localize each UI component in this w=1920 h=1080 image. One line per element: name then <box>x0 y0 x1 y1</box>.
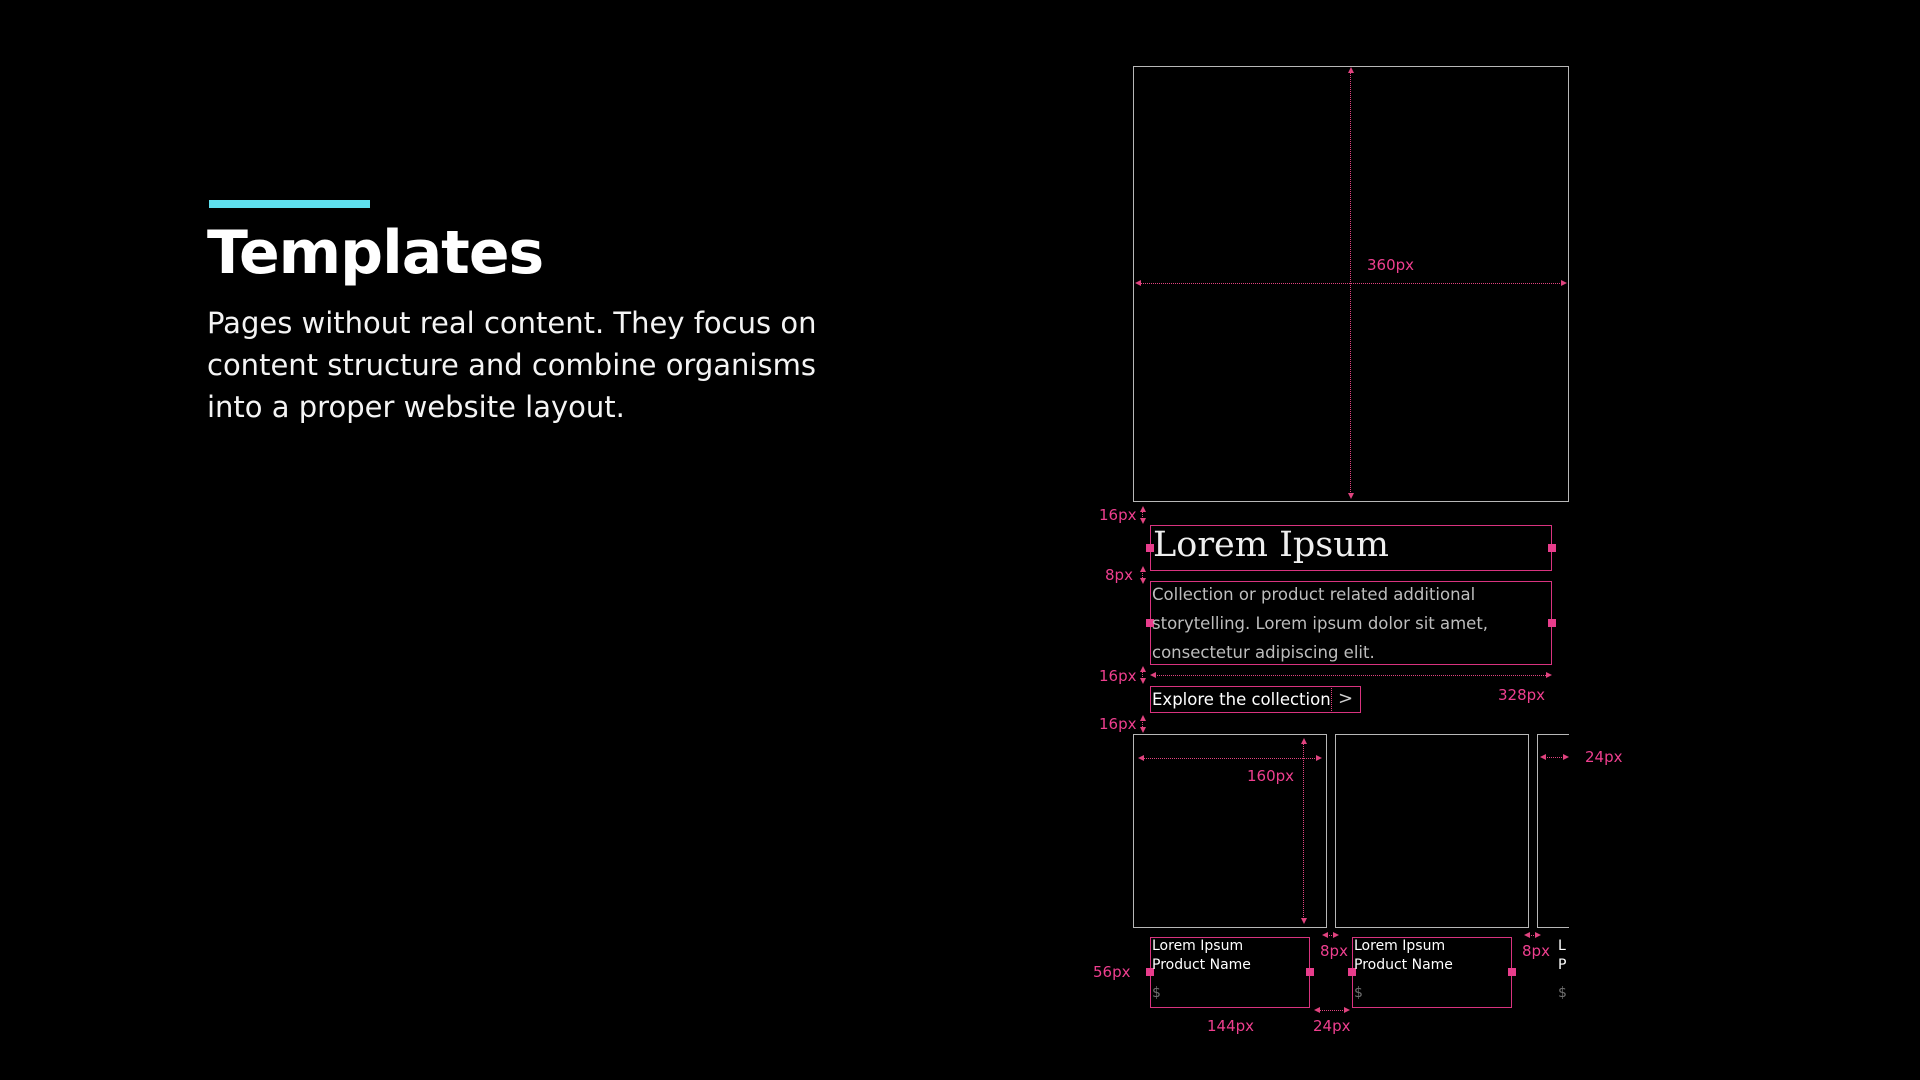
arrow-up <box>1140 506 1146 512</box>
product-name-line1: Lorem Ipsum <box>1152 938 1244 954</box>
arrow-up <box>1301 738 1307 744</box>
edge-gap-label: 24px <box>1585 748 1623 766</box>
arrow-left <box>1524 932 1530 938</box>
story-text: Collection or product related additional storytelling. Lorem ipsum dolor sit amet, consectetur adipiscing elit. <box>1152 585 1489 662</box>
cta-divider <box>1331 688 1332 711</box>
product-name-line2: Product Name <box>1152 957 1251 973</box>
text-width-line <box>1154 675 1548 676</box>
arrow-right <box>1344 1007 1350 1013</box>
hero-image-frame <box>1133 66 1569 502</box>
card-gap-label: 8px <box>1522 942 1550 960</box>
page-description: Pages without real content. They focus on content structure and combine organisms into a proper website layout. <box>207 306 817 424</box>
arrow-down <box>1348 493 1354 499</box>
arrow-left <box>1138 755 1144 761</box>
explore-collection-label: Explore the collection <box>1152 690 1331 709</box>
product-name-line2: Product Name <box>1354 957 1453 973</box>
product-card-image <box>1335 734 1529 928</box>
card-height-line <box>1303 741 1304 921</box>
spacing-label-8: 8px <box>1105 566 1133 584</box>
arrow-right <box>1563 754 1569 760</box>
card-width-line <box>1141 758 1319 759</box>
spacing-label-16-top: 16px <box>1099 506 1137 524</box>
product-card-image <box>1133 734 1327 928</box>
chevron-right-icon: > <box>1338 688 1354 709</box>
arrow-up <box>1140 715 1146 721</box>
resize-handle <box>1548 544 1556 552</box>
spacing-label-16-bottom: 16px <box>1099 715 1137 733</box>
arrow-right <box>1316 755 1322 761</box>
arrow-left <box>1540 754 1546 760</box>
hero-width-label: 360px <box>1367 256 1415 274</box>
page-title: Templates <box>207 218 544 288</box>
accent-bar <box>209 200 370 208</box>
card-text-height-label: 56px <box>1093 963 1131 981</box>
resize-handle <box>1306 968 1314 976</box>
arrow-down <box>1140 518 1146 524</box>
text-width-label: 328px <box>1498 686 1546 704</box>
arrow-left <box>1135 280 1141 286</box>
arrow-left <box>1322 932 1328 938</box>
card-image-label: 160px <box>1247 767 1295 785</box>
product-card-image-partial <box>1537 734 1569 928</box>
template-heading-text: Lorem Ipsum <box>1153 525 1389 565</box>
arrow-up <box>1348 67 1354 73</box>
card-gutter-line <box>1317 1010 1345 1011</box>
product-price: $ <box>1558 985 1567 1001</box>
arrow-up <box>1140 666 1146 672</box>
product-price: $ <box>1152 985 1161 1001</box>
edge-gap-line <box>1544 757 1564 758</box>
hero-width-line <box>1138 283 1564 284</box>
product-name-line1: Lorem Ipsum <box>1354 938 1446 954</box>
product-name-line1: L <box>1558 938 1566 954</box>
arrow-left <box>1150 672 1156 678</box>
arrow-down <box>1140 678 1146 684</box>
arrow-down <box>1301 918 1307 924</box>
arrow-right <box>1535 932 1541 938</box>
arrow-right <box>1333 932 1339 938</box>
card-gap-label: 8px <box>1320 942 1348 960</box>
spacing-label-16-mid: 16px <box>1099 667 1137 685</box>
card-gutter-label: 24px <box>1313 1017 1351 1035</box>
hero-height-line <box>1350 72 1351 496</box>
resize-handle <box>1548 619 1556 627</box>
resize-handle <box>1508 968 1516 976</box>
product-price: $ <box>1354 985 1363 1001</box>
arrow-right <box>1561 280 1567 286</box>
arrow-right <box>1546 672 1552 678</box>
arrow-up <box>1140 566 1146 572</box>
arrow-left <box>1314 1007 1320 1013</box>
card-text-width-label: 144px <box>1207 1017 1255 1035</box>
arrow-down <box>1140 727 1146 733</box>
arrow-down <box>1140 578 1146 584</box>
product-name-line2: P <box>1558 957 1567 973</box>
